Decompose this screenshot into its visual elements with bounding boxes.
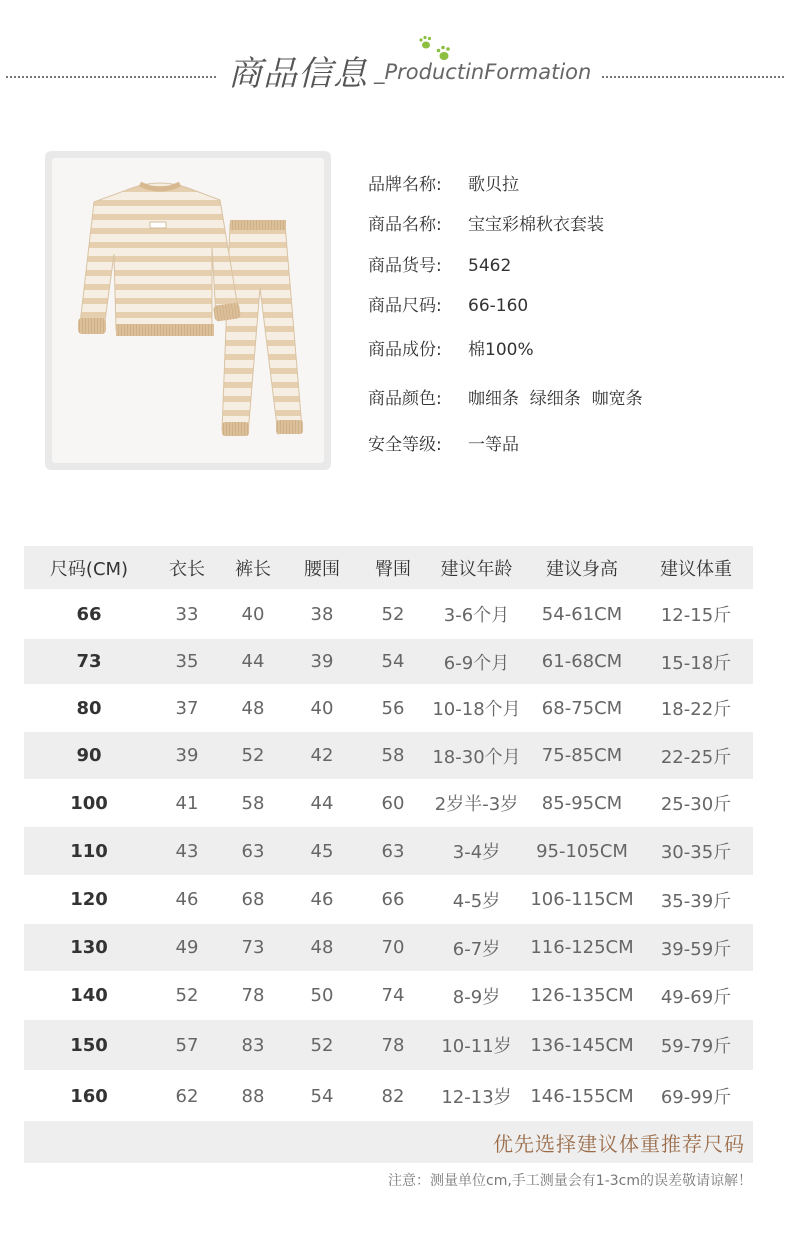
size-cell: 73 <box>76 651 102 672</box>
table-cell: 45 <box>310 840 334 862</box>
table-cell: 116-125CM <box>530 937 634 958</box>
table-cell: 44 <box>310 792 334 814</box>
table-row <box>24 971 753 1020</box>
table-cell: 95-105CM <box>536 840 628 862</box>
table-cell: 83 <box>241 1034 265 1056</box>
info-label: 商品颜色: <box>368 389 442 409</box>
table-cell: 50 <box>310 985 334 1006</box>
table-cell: 46 <box>310 889 334 910</box>
size-cell: 160 <box>70 1085 108 1107</box>
table-cell: 78 <box>241 985 265 1006</box>
table-cell: 59-79斤 <box>660 1036 732 1057</box>
table-cell: 10-18个月 <box>432 699 521 720</box>
recommendation-bar <box>24 1121 753 1163</box>
table-cell: 37 <box>175 697 199 719</box>
table-cell: 22-25斤 <box>660 746 732 768</box>
table-cell: 85-95CM <box>541 792 623 814</box>
table-header-cell: 臀围 <box>375 558 411 580</box>
table-cell: 6-7岁 <box>452 938 501 960</box>
table-cell: 68 <box>241 889 265 910</box>
table-row <box>24 639 753 684</box>
table-cell: 58 <box>241 792 265 814</box>
table-cell: 4-5岁 <box>452 890 501 912</box>
table-cell: 35 <box>175 651 199 672</box>
table-header-cell: 衣长 <box>169 558 205 580</box>
table-cell: 40 <box>241 603 265 625</box>
info-value: 咖细条 绿细条 咖宽条 <box>468 389 643 409</box>
info-value: 5462 <box>468 256 512 276</box>
dotted-divider-left <box>6 76 216 78</box>
table-row <box>24 779 753 827</box>
info-label: 商品货号: <box>368 256 442 276</box>
table-cell: 54-61CM <box>541 603 623 625</box>
table-cell: 49 <box>175 937 199 958</box>
table-cell: 41 <box>175 792 199 814</box>
table-cell: 61-68CM <box>541 651 623 672</box>
table-cell: 18-30个月 <box>432 746 521 768</box>
table-cell: 46 <box>175 889 199 910</box>
table-cell: 74 <box>381 985 405 1006</box>
table-cell: 136-145CM <box>530 1034 634 1056</box>
info-label: 商品名称: <box>368 215 442 235</box>
table-cell: 12-13岁 <box>441 1087 512 1108</box>
table-row <box>24 589 753 639</box>
info-value: 一等品 <box>468 435 519 455</box>
table-cell: 52 <box>175 985 199 1006</box>
table-cell: 78 <box>381 1034 405 1056</box>
table-cell: 63 <box>241 840 265 862</box>
table-cell: 39 <box>310 651 334 672</box>
table-cell: 30-35斤 <box>660 842 732 863</box>
recommendation-text: 优先选择建议体重推荐尺码 <box>493 1131 745 1156</box>
table-cell: 69-99斤 <box>660 1087 732 1108</box>
info-row-brand <box>368 170 519 195</box>
table-cell: 33 <box>175 603 199 625</box>
size-cell: 90 <box>76 745 102 766</box>
table-cell: 82 <box>381 1085 405 1107</box>
table-cell: 66 <box>381 889 405 910</box>
section-header <box>0 40 790 100</box>
size-cell: 66 <box>76 603 102 625</box>
size-cell: 140 <box>70 985 108 1006</box>
table-cell: 10-11岁 <box>441 1036 512 1057</box>
table-cell: 73 <box>241 937 265 958</box>
table-cell: 35-39斤 <box>660 890 732 912</box>
table-cell: 126-135CM <box>530 985 634 1006</box>
size-cell: 130 <box>70 937 108 958</box>
table-header-cell: 建议体重 <box>660 558 732 580</box>
table-cell: 40 <box>310 697 334 719</box>
info-label: 商品尺码: <box>368 296 442 316</box>
measurement-note: 注意：测量单位cm,手工测量会有1-3cm的误差敬请谅解！ <box>388 1173 752 1189</box>
table-row <box>24 924 753 971</box>
table-cell: 63 <box>381 840 405 862</box>
info-label: 品牌名称: <box>368 175 442 195</box>
table-cell: 15-18斤 <box>660 652 732 674</box>
product-photo <box>52 158 324 463</box>
table-row <box>24 827 753 875</box>
product-photo-frame <box>45 151 331 470</box>
table-cell: 3-4岁 <box>452 842 501 863</box>
size-cell: 110 <box>70 840 108 862</box>
table-header-cell: 腰围 <box>304 558 340 580</box>
table-cell: 57 <box>175 1034 199 1056</box>
table-cell: 39-59斤 <box>660 938 732 960</box>
info-label: 商品成份: <box>368 340 442 360</box>
table-cell: 39 <box>175 745 199 766</box>
table-cell: 25-30斤 <box>660 794 732 815</box>
table-cell: 43 <box>175 840 199 862</box>
info-row-material <box>368 335 534 360</box>
size-cell: 150 <box>70 1034 108 1056</box>
table-cell: 48 <box>241 697 265 719</box>
table-cell: 88 <box>241 1085 265 1107</box>
section-title: 商品信息 <box>228 54 368 94</box>
table-cell: 3-6个月 <box>443 605 510 626</box>
info-value: 歌贝拉 <box>468 175 519 195</box>
table-cell: 106-115CM <box>530 889 634 910</box>
table-row <box>24 732 753 779</box>
info-row-safety-grade <box>368 430 519 455</box>
table-cell: 12-15斤 <box>660 605 732 626</box>
table-cell: 56 <box>381 697 405 719</box>
info-value: 66-160 <box>468 296 529 316</box>
table-header-cell: 建议年龄 <box>440 558 513 580</box>
table-cell: 8-9岁 <box>452 986 501 1008</box>
table-cell: 44 <box>241 651 265 672</box>
table-cell: 18-22斤 <box>660 699 732 720</box>
table-cell: 54 <box>310 1085 334 1107</box>
info-value: 棉100% <box>468 340 534 360</box>
info-value: 宝宝彩棉秋衣套装 <box>468 215 604 235</box>
info-label: 安全等级: <box>368 435 442 455</box>
table-cell: 48 <box>310 937 334 958</box>
table-cell: 38 <box>310 603 334 625</box>
table-cell: 6-9个月 <box>443 652 510 674</box>
table-cell: 68-75CM <box>541 697 623 719</box>
info-row-item-number <box>368 251 511 276</box>
table-header-cell: 建议身高 <box>546 558 618 580</box>
section-subtitle: _ProductinFormation <box>374 60 592 84</box>
table-row <box>24 875 753 924</box>
size-cell: 80 <box>76 697 102 719</box>
table-cell: 52 <box>310 1034 334 1056</box>
dotted-divider-right <box>602 76 784 78</box>
table-header-cell: 裤长 <box>235 558 271 580</box>
table-cell: 2岁半-3岁 <box>434 794 519 815</box>
table-cell: 54 <box>381 651 405 672</box>
table-header-cell: 尺码(CM) <box>49 558 129 580</box>
table-cell: 60 <box>381 792 405 814</box>
size-cell: 100 <box>70 792 108 814</box>
table-cell: 52 <box>381 603 405 625</box>
paw-prints-icon <box>418 34 454 64</box>
table-cell: 52 <box>241 745 265 766</box>
table-cell: 58 <box>381 745 405 766</box>
table-header-row <box>24 546 753 589</box>
info-row-size-range <box>368 291 528 316</box>
table-cell: 146-155CM <box>530 1085 634 1107</box>
table-row <box>24 1020 753 1070</box>
table-cell: 75-85CM <box>541 745 623 766</box>
table-row <box>24 684 753 732</box>
table-row <box>24 1070 753 1122</box>
info-row-product-name <box>368 210 604 235</box>
info-row-colors <box>368 384 643 409</box>
size-cell: 120 <box>70 889 108 910</box>
table-cell: 70 <box>381 937 405 958</box>
table-cell: 42 <box>310 745 334 766</box>
table-cell: 62 <box>175 1085 199 1107</box>
table-cell: 49-69斤 <box>660 986 732 1008</box>
pajama-set-image <box>52 158 324 463</box>
